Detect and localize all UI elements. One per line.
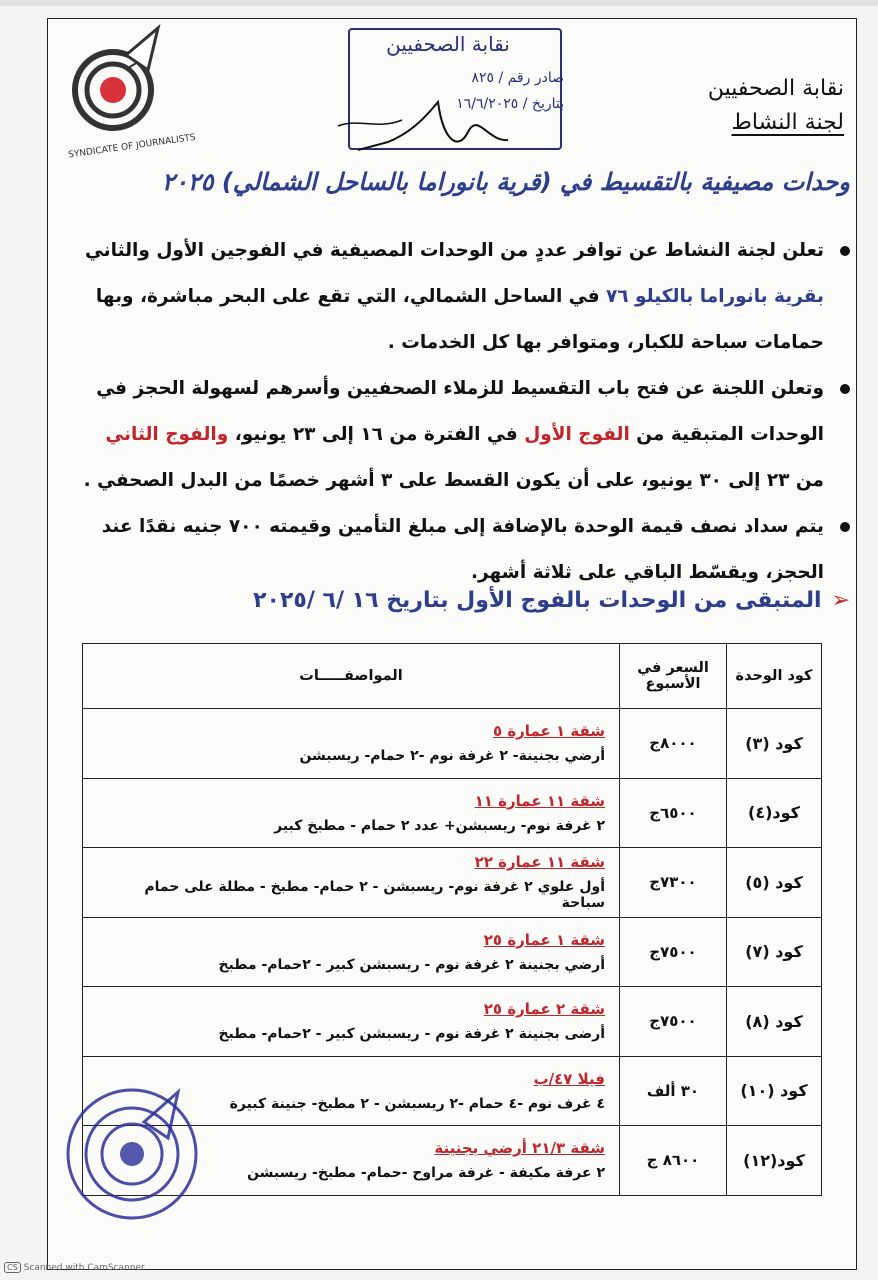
unit-title: شقة ١١ عمارة ٢٢ <box>474 853 605 872</box>
unit-code: كود (٥) <box>727 848 822 918</box>
incoming-stamp <box>318 22 578 152</box>
unit-price: ٨٠٠٠ج <box>620 709 727 779</box>
logo-text: SYNDICATE OF JOURNALISTS <box>67 132 197 161</box>
bullet-1-highlight: بقرية بانوراما بالكيلو ٧٦ <box>606 286 824 307</box>
bullet-3-text: يتم سداد نصف قيمة الوحدة بالإضافة إلى مبلغ التأمين وقيمته ٧٠٠ جنيه نقدًا عند الحجز، ويقسّط الباقي على ثلاثة أشهر. <box>101 516 824 583</box>
unit-price: ٧٥٠٠ج <box>620 987 727 1057</box>
table-header-row <box>83 644 822 709</box>
header-price: السعر في الأسبوع <box>620 644 727 709</box>
unit-price: ٨٦٠٠ ج <box>620 1126 727 1196</box>
unit-spec <box>83 917 620 987</box>
table-row <box>83 987 822 1057</box>
unit-title: شقة ١ عمارة ٢٥ <box>483 930 605 949</box>
unit-title: شقة ١١ عمارة ١١ <box>474 791 605 810</box>
unit-code: كود(١٢) <box>727 1126 822 1196</box>
bullet-dot <box>840 246 850 256</box>
unit-title: شقة ٢ عمارة ٢٥ <box>483 1000 605 1019</box>
header-code: كود الوحدة <box>727 644 822 709</box>
remaining-units-heading <box>80 588 850 613</box>
unit-spec <box>83 848 620 918</box>
committee-name: لجنة النشاط <box>731 110 844 135</box>
stamp-outgoing: صادر رقم / ٨٢٥ <box>471 70 564 86</box>
unit-code: كود(٤) <box>727 778 822 848</box>
syndicate-logo <box>8 10 197 161</box>
scanner-text: Scanned with CamScanner <box>23 1263 145 1273</box>
unit-title: شقة ١ عمارة ٥ <box>492 722 605 741</box>
org-header <box>708 72 844 140</box>
unit-description: أرضى بجنينة ٢ غرفة نوم - ريسبشن كبير - ٢حمام- مطبخ <box>218 1026 605 1043</box>
table-row <box>83 917 822 987</box>
unit-description: ٤ غرف نوم -٤ حمام -٢ ريسبشن - ٢ مطبخ- جنينة كبيرة <box>229 1095 605 1112</box>
arrow-icon: ➢ <box>831 588 850 613</box>
org-name: نقابة الصحفيين <box>707 76 844 101</box>
bullet-dot <box>840 522 850 532</box>
unit-price: ٦٥٠٠ج <box>620 778 727 848</box>
unit-description: ٢ عرفة مكيفة - غرفة مراوح -حمام- مطبخ- ريسبشن <box>247 1165 605 1182</box>
unit-price: ٣٠ ألف <box>620 1056 727 1126</box>
signature-scribble <box>318 22 578 152</box>
unit-code: كود (٨) <box>727 987 822 1057</box>
page-title: وحدات مصيفية بالتقسيط في (قرية بانوراما بالساحل الشمالي) ٢٠٢٥ <box>161 168 850 196</box>
unit-spec <box>83 778 620 848</box>
unit-code: كود (٣) <box>727 709 822 779</box>
bullet-dot <box>840 384 850 394</box>
unit-code: كود (١٠) <box>727 1056 822 1126</box>
top-edge <box>0 0 878 6</box>
bullet-1 <box>80 228 850 366</box>
unit-code: كود (٧) <box>727 917 822 987</box>
bullet-2-second-group: والفوج الثاني <box>105 424 229 445</box>
unit-description: أرضي بجنينة- ٢ غرفة نوم -٢ حمام- ريسبشن <box>299 748 605 765</box>
unit-spec <box>83 709 620 779</box>
stamp-title: نقابة الصحفيين <box>386 32 510 56</box>
bullet-2 <box>80 366 850 504</box>
table-row <box>83 848 822 918</box>
header-desc: المواصفـــــات <box>83 644 620 709</box>
cs-badge: CS <box>4 1262 21 1273</box>
bullet-2-part3: من ٢٣ إلى ٣٠ يونيو، على أن يكون القسط على ٣ أشهر خصمًا من البدل الصحفي . <box>83 470 824 491</box>
unit-title: شقة ٢١/٣ أرضي بجنينة <box>434 1139 605 1158</box>
bullet-1-part1: تعلن لجنة النشاط عن توافر عددٍ من الوحدات المصيفية في الفوجين الأول والثاني <box>84 240 824 261</box>
unit-description: ٢ غرفة نوم- ريسبشن+ عدد ٢ حمام - مطبخ كبير <box>274 817 605 834</box>
syndicate-round-stamp <box>60 1082 210 1222</box>
unit-title: فيلا ٤٧/ب <box>533 1069 605 1088</box>
remaining-units-text: المتبقى من الوحدات بالفوج الأول بتاريخ ١٦ /٦ /٢٠٢٥ <box>253 588 822 613</box>
table-row <box>83 778 822 848</box>
svg-text:SYNDICATE OF JOURNALISTS <box>68 133 197 161</box>
stamp-date: بتاريخ / ١٦/٦/٢٠٢٥ <box>456 96 564 112</box>
unit-description: أول علوي ٢ غرفة نوم- ريسبشن - ٢ حمام- مطبخ - مطلة على حمام سباحة <box>144 879 605 912</box>
bullet-2-part1: وتعلن اللجنة عن فتح باب التقسيط للزملاء الصحفيين وأسرهم لسهولة الحجز في الوحدات المتبقية من <box>96 378 824 445</box>
unit-spec <box>83 987 620 1057</box>
table-row <box>83 709 822 779</box>
unit-description: أرضي بجنينة ٢ غرفة نوم - ريسبشن كبير - ٢حمام- مطبخ <box>218 956 605 973</box>
unit-price: ٧٥٠٠ج <box>620 917 727 987</box>
bullet-2-part2: في الفترة من ١٦ إلى ٢٣ يونيو، <box>228 424 525 445</box>
bullet-3 <box>80 504 850 596</box>
unit-price: ٧٣٠٠ج <box>620 848 727 918</box>
bullet-1-part2: في الساحل الشمالي، التي تقع على البحر مباشرة، وبها حمامات سباحة للكبار، ومتوافر بها كل الخدمات . <box>95 286 824 353</box>
camscanner-watermark <box>4 1262 145 1273</box>
announcement-bullets <box>80 228 850 596</box>
bullet-2-first-group: الفوج الأول <box>524 424 630 445</box>
